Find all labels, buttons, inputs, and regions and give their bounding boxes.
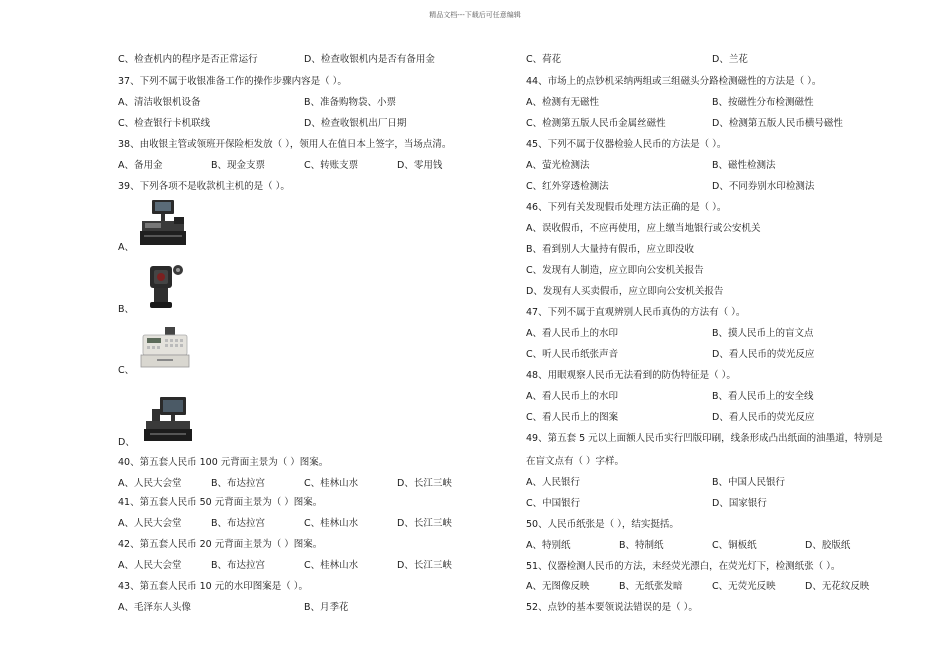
right-question-line: 46、下列有关发现假币处理方法正确的是（ ）。 xyxy=(526,202,727,213)
left-answer-option[interactable]: C、检查银行卡机联线 xyxy=(118,118,211,129)
q39-option-a-image[interactable] xyxy=(138,197,190,249)
q39-option-b-label: B、 xyxy=(118,304,135,315)
left-answer-option[interactable]: B、准备购物袋、小票 xyxy=(304,97,397,108)
right-answer-option[interactable]: D、兰花 xyxy=(712,54,748,65)
left-answer-option[interactable]: D、检查收银机出厂日期 xyxy=(304,118,407,129)
left-answer-option[interactable]: B、布达拉宫 xyxy=(211,560,266,571)
right-answer-option[interactable]: C、无荧光反映 xyxy=(712,581,776,592)
left-answer-option[interactable]: C、检查机内的程序是否正常运行 xyxy=(118,54,258,65)
right-answer-option[interactable]: A、看人民币上的水印 xyxy=(526,328,618,339)
left-answer-option[interactable]: C、桂林山水 xyxy=(304,560,359,571)
right-question-line: C、发现有人制造，应立即向公安机关报告 xyxy=(526,265,704,276)
right-question-line: A、误收假币，不应再使用，应上缴当地银行或公安机关 xyxy=(526,223,761,234)
right-question-line: 50、人民币纸张是（ ），结实挺括。 xyxy=(526,519,679,530)
right-question-line: 51、仪器检测人民币的方法，未经荧光漂白，在荧光灯下，检测纸张（ ）。 xyxy=(526,561,841,572)
right-answer-option[interactable]: D、不同券别水印检测法 xyxy=(712,181,815,192)
right-question-line: 在盲文点有（ ）字样。 xyxy=(526,456,625,467)
left-answer-option[interactable]: B、现金支票 xyxy=(211,160,266,171)
right-question-line: 44、市场上的点钞机采纳两组或三组磁头分路检测磁性的方法是（ ）。 xyxy=(526,76,822,87)
right-answer-option[interactable]: B、中国人民银行 xyxy=(712,477,786,488)
right-answer-option[interactable]: D、看人民币的荧光反应 xyxy=(712,412,815,423)
left-answer-option[interactable]: B、月季花 xyxy=(304,602,349,613)
q39-option-d-label: D、 xyxy=(118,437,135,448)
right-answer-option[interactable]: B、磁性检测法 xyxy=(712,160,776,171)
right-answer-option[interactable]: B、无纸张发暗 xyxy=(619,581,683,592)
right-answer-option[interactable]: D、胶版纸 xyxy=(805,540,851,551)
right-answer-option[interactable]: C、红外穿透检测法 xyxy=(526,181,609,192)
left-answer-option[interactable]: C、桂林山水 xyxy=(304,478,359,489)
right-question-line: 49、第五套 5 元以上面额人民币实行凹版印刷，线条形成凸出纸面的油墨道，特别是 xyxy=(526,433,883,444)
right-answer-option[interactable]: D、无花纹反映 xyxy=(805,581,870,592)
left-question-line: 39、下列各项不是收款机主机的是（ ）。 xyxy=(118,181,290,192)
right-answer-option[interactable]: D、检测第五版人民币横号磁性 xyxy=(712,118,843,129)
right-answer-option[interactable]: B、摸人民币上的盲文点 xyxy=(712,328,814,339)
q39-option-a-label: A、 xyxy=(118,242,134,253)
left-question-line: 43、第五套人民币 10 元的水印图案是（ ）。 xyxy=(118,581,308,592)
right-answer-option[interactable]: B、按磁性分布检测磁性 xyxy=(712,97,814,108)
left-question-line: 38、由收银主管或领班开保险柜发放（ ），领用人在值日本上签字，当场点清。 xyxy=(118,139,452,150)
right-answer-option[interactable]: C、看人民币上的图案 xyxy=(526,412,619,423)
right-question-line: 48、用眼观察人民币无法看到的防伪特征是（ ）。 xyxy=(526,370,736,381)
right-answer-option[interactable]: A、萤光检测法 xyxy=(526,160,590,171)
right-answer-option[interactable]: C、铜板纸 xyxy=(712,540,757,551)
touchscreen-pos-icon xyxy=(140,393,196,445)
right-answer-option[interactable]: D、看人民币的荧光反应 xyxy=(712,349,815,360)
left-answer-option[interactable]: A、毛泽东人头像 xyxy=(118,602,191,613)
right-answer-option[interactable]: A、人民银行 xyxy=(526,477,580,488)
right-answer-option[interactable]: C、荷花 xyxy=(526,54,562,65)
left-answer-option[interactable]: B、布达拉宫 xyxy=(211,478,266,489)
left-question-line: 41、第五套人民币 50 元背面主景为（ ）图案。 xyxy=(118,497,323,508)
q39-option-d-image[interactable] xyxy=(140,393,196,445)
left-answer-option[interactable]: A、人民大会堂 xyxy=(118,518,182,529)
right-question-line: 52、点钞的基本要领说法错误的是（ ）。 xyxy=(526,602,698,613)
right-answer-option[interactable]: A、特别纸 xyxy=(526,540,571,551)
cash-register-icon xyxy=(137,325,193,371)
right-answer-option[interactable]: C、中国银行 xyxy=(526,498,581,509)
left-answer-option[interactable]: D、长江三峡 xyxy=(397,518,452,529)
q39-option-b-image[interactable] xyxy=(140,262,188,310)
right-answer-option[interactable]: A、无图像反映 xyxy=(526,581,590,592)
left-answer-option[interactable]: B、布达拉宫 xyxy=(211,518,266,529)
left-answer-option[interactable]: D、长江三峡 xyxy=(397,478,452,489)
left-answer-option[interactable]: A、清洁收银机设备 xyxy=(118,97,201,108)
pos-terminal-icon xyxy=(138,197,190,249)
right-answer-option[interactable]: B、特制纸 xyxy=(619,540,664,551)
right-question-line: 47、下列不属于直观辨别人民币真伪的方法有（ ）。 xyxy=(526,307,746,318)
barcode-scanner-icon xyxy=(140,262,188,310)
left-answer-option[interactable]: C、转账支票 xyxy=(304,160,359,171)
page-header: 精品文档---下载后可任意编辑 xyxy=(429,11,521,19)
left-answer-option[interactable]: D、长江三峡 xyxy=(397,560,452,571)
right-answer-option[interactable]: A、看人民币上的水印 xyxy=(526,391,618,402)
left-answer-option[interactable]: A、人民大会堂 xyxy=(118,560,182,571)
right-answer-option[interactable]: B、看人民币上的安全线 xyxy=(712,391,814,402)
q39-option-c-label: C、 xyxy=(118,365,135,376)
right-question-line: 45、下列不属于仪器检验人民币的方法是（ ）。 xyxy=(526,139,727,150)
left-question-line: 40、第五套人民币 100 元背面主景为（ ）图案。 xyxy=(118,457,329,468)
right-answer-option[interactable]: C、检测第五版人民币金属丝磁性 xyxy=(526,118,666,129)
right-answer-option[interactable]: A、检测有无磁性 xyxy=(526,97,599,108)
right-question-line: D、发现有人买卖假币，应立即向公安机关报告 xyxy=(526,286,724,297)
left-answer-option[interactable]: C、桂林山水 xyxy=(304,518,359,529)
left-answer-option[interactable]: A、人民大会堂 xyxy=(118,478,182,489)
left-answer-option[interactable]: A、备用金 xyxy=(118,160,163,171)
right-question-line: B、看到别人大量持有假币，应立即没收 xyxy=(526,244,695,255)
left-question-line: 42、第五套人民币 20 元背面主景为（ ）图案。 xyxy=(118,539,323,550)
left-question-line: 37、下列不属于收银准备工作的操作步骤内容是（ ）。 xyxy=(118,76,347,87)
right-answer-option[interactable]: C、听人民币纸张声音 xyxy=(526,349,619,360)
q39-option-c-image[interactable] xyxy=(137,325,193,371)
left-answer-option[interactable]: D、检查收银机内是否有备用金 xyxy=(304,54,435,65)
left-answer-option[interactable]: D、零用钱 xyxy=(397,160,443,171)
right-answer-option[interactable]: D、国家银行 xyxy=(712,498,767,509)
